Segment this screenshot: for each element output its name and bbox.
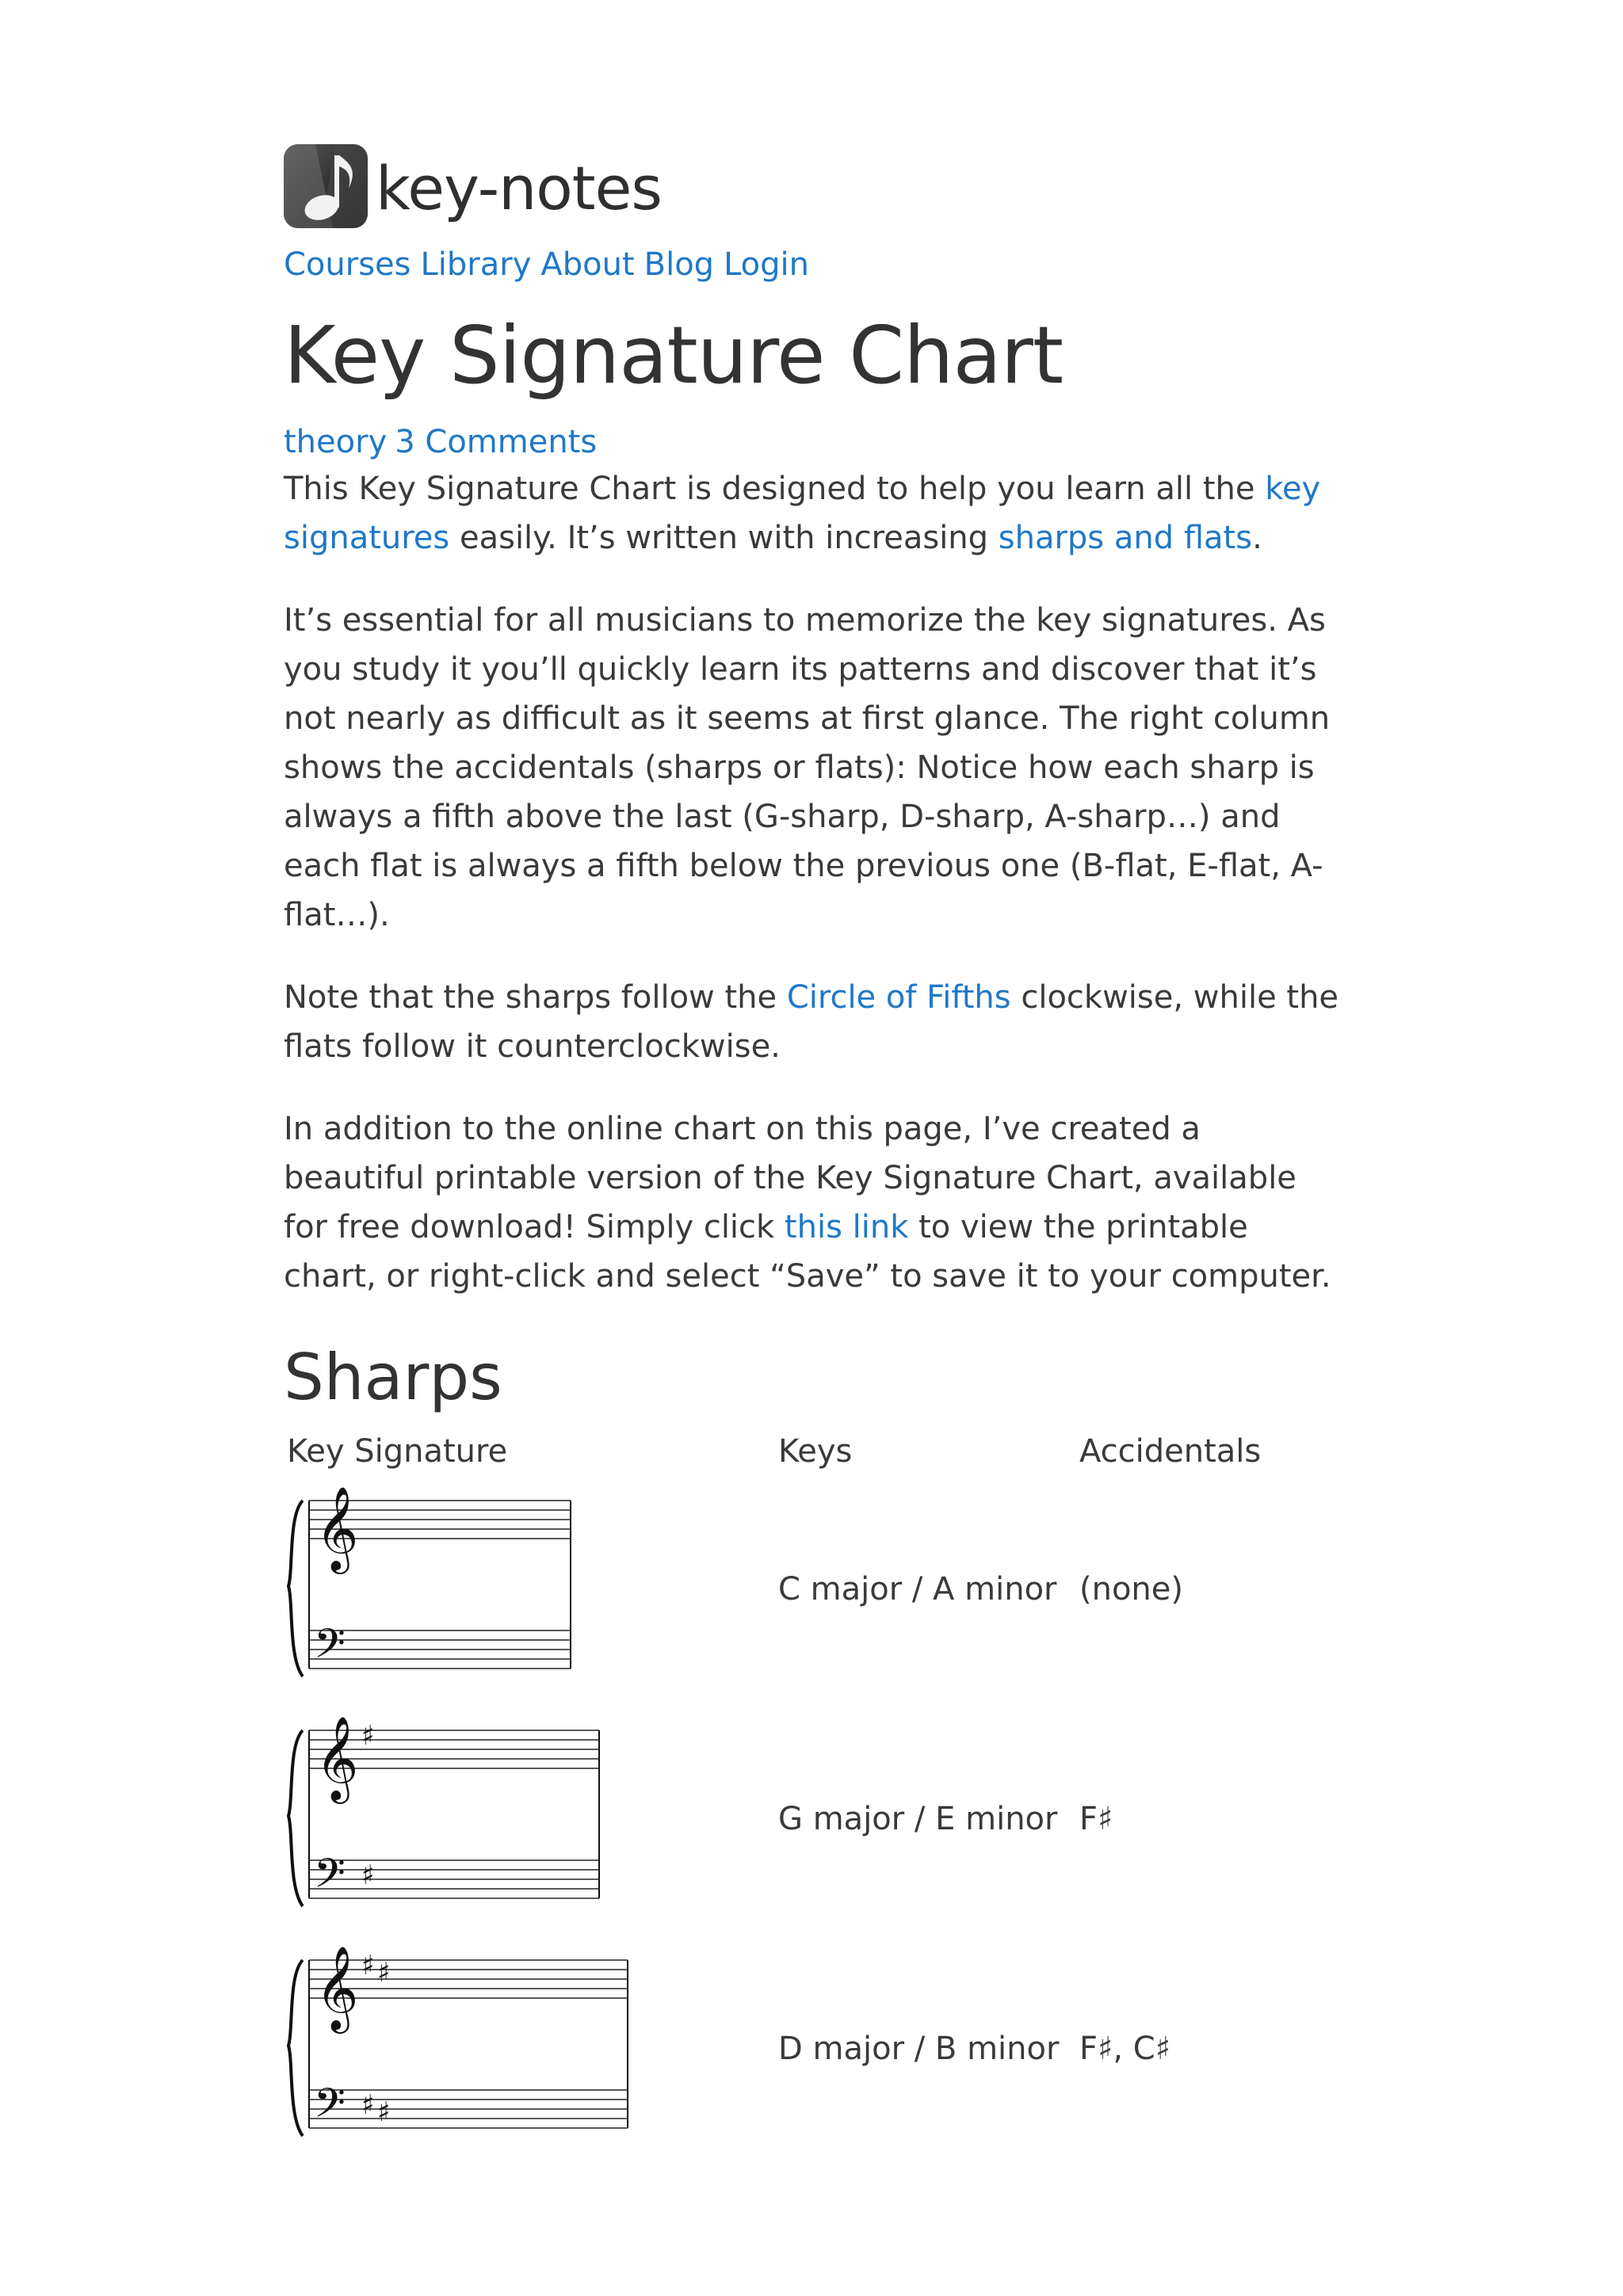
site-logo[interactable] bbox=[284, 141, 1346, 228]
grand-staff bbox=[285, 1483, 586, 1689]
nav-about[interactable]: About bbox=[540, 246, 635, 283]
text-run: In addition to the online chart on this page, I’ve created a beautiful printable version of the Key Signature Chart, available for free download! Simply click bbox=[284, 1111, 1296, 1245]
grand-staff bbox=[285, 1943, 643, 2149]
music-note-icon bbox=[284, 144, 368, 228]
text-run: easily. It’s written with increasing bbox=[449, 520, 999, 556]
essential-paragraph: It’s essential for all musicians to memorize the key signatures. As you study it you’ll quickly learn its patterns and discover that it’s not nearly as difficult as it seems at first glance. The right column shows the accidentals (sharps or flats): Notice how each sharp is always a fifth above the last (G-sharp, D-sharp, A-sharp…) and each flat is always a fifth below the previous one (B-flat, E-flat, A-flat…). bbox=[284, 602, 1331, 933]
table-row bbox=[284, 1943, 1346, 2172]
svg-text:𝄞: 𝄞 bbox=[315, 1486, 359, 1570]
nav-courses[interactable]: Courses bbox=[284, 246, 411, 283]
accidentals-cell: F♯ bbox=[1079, 1801, 1113, 1837]
category-link[interactable]: theory bbox=[284, 424, 388, 460]
col-accidentals: Accidentals bbox=[1079, 1433, 1262, 1470]
svg-text:♯: ♯ bbox=[361, 1720, 375, 1752]
accidentals-cell: (none) bbox=[1079, 1571, 1183, 1608]
text-run: to view the printable chart, or right-click and select “Save” to save it to your computer. bbox=[284, 1209, 1331, 1295]
comments-link[interactable]: 3 Comments bbox=[395, 424, 598, 460]
this-link[interactable]: this link bbox=[784, 1209, 909, 1245]
sharps-and-flats-link[interactable]: sharps and flats bbox=[998, 520, 1253, 556]
main-nav bbox=[284, 242, 1346, 287]
table-header bbox=[284, 1428, 1346, 1483]
page-title: Key Signature Chart bbox=[284, 309, 1064, 402]
col-key-signature: Key Signature bbox=[287, 1433, 508, 1470]
nav-blog[interactable]: Blog bbox=[643, 246, 715, 283]
keys-cell: C major / A minor bbox=[778, 1571, 1057, 1608]
svg-text:♯: ♯ bbox=[377, 2096, 391, 2128]
key-signatures-link[interactable]: key signatures bbox=[284, 471, 1321, 556]
nav-library[interactable]: Library bbox=[420, 246, 532, 283]
keys-cell: G major / E minor bbox=[778, 1801, 1058, 1837]
nav-login[interactable]: Login bbox=[724, 246, 809, 283]
svg-text:𝄢: 𝄢 bbox=[314, 2079, 346, 2137]
logo-text: key-notes bbox=[376, 153, 662, 223]
accidentals-cell: F♯, C♯ bbox=[1079, 2031, 1171, 2067]
key-signature-table bbox=[284, 1483, 1346, 2172]
svg-text:♯: ♯ bbox=[361, 2089, 375, 2121]
post-meta bbox=[284, 420, 1346, 464]
text-run: . bbox=[1252, 520, 1262, 556]
svg-text:𝄢: 𝄢 bbox=[314, 1849, 346, 1907]
svg-text:♯: ♯ bbox=[377, 1957, 391, 1989]
keys-cell: D major / B minor bbox=[778, 2031, 1060, 2067]
grand-staff bbox=[285, 1713, 615, 1919]
text-run: This Key Signature Chart is designed to help you learn all the bbox=[284, 471, 1266, 507]
svg-text:𝄞: 𝄞 bbox=[315, 1945, 359, 2030]
text-run: Note that the sharps follow the bbox=[284, 979, 787, 1016]
printable-paragraph bbox=[284, 1104, 1346, 1301]
svg-text:♯: ♯ bbox=[361, 1950, 375, 1981]
sharps-heading: Sharps bbox=[284, 1341, 502, 1414]
table-row bbox=[284, 1483, 1346, 1713]
circle-paragraph bbox=[284, 973, 1346, 1071]
svg-text:𝄢: 𝄢 bbox=[314, 1619, 346, 1677]
svg-text:𝄞: 𝄞 bbox=[315, 1715, 359, 1800]
svg-text:♯: ♯ bbox=[361, 1859, 375, 1891]
text-run: clockwise, while the flats follow it counterclockwise. bbox=[284, 979, 1339, 1065]
col-keys: Keys bbox=[778, 1433, 853, 1470]
intro-paragraph bbox=[284, 464, 1346, 563]
table-row bbox=[284, 1713, 1346, 1943]
content-column bbox=[284, 141, 1346, 2172]
circle-of-fifths-link[interactable]: Circle of Fifths bbox=[786, 979, 1011, 1016]
